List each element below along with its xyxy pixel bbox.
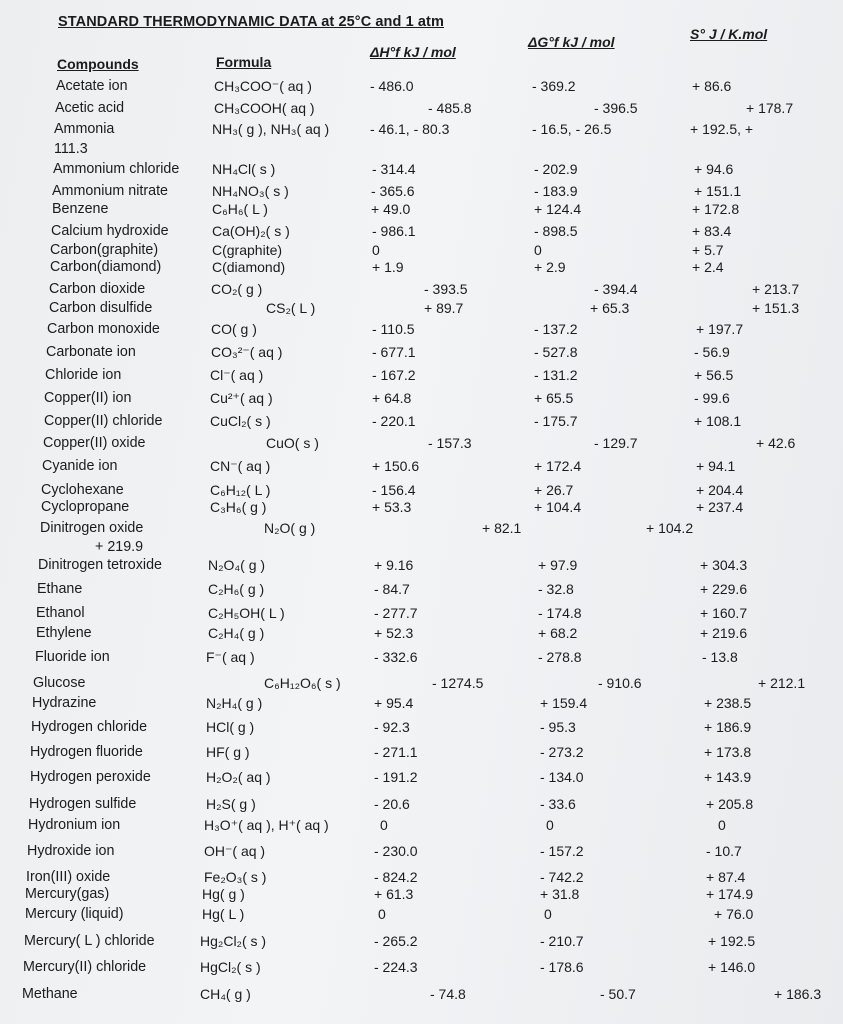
- formula-cell: H₂O₂( aq ): [206, 769, 271, 785]
- formula-cell: CN⁻( aq ): [210, 458, 271, 474]
- entropy-cell: + 192.5: [708, 933, 756, 949]
- table-row: [0, 624, 843, 644]
- entropy-cell: + 197.7: [696, 321, 744, 337]
- header-entropy: S° J / K.mol: [690, 26, 768, 42]
- formula-cell: F⁻( aq ): [206, 649, 255, 665]
- enthalpy-cell: - 677.1: [372, 344, 416, 360]
- compound-cell: Hydrogen peroxide: [30, 769, 151, 785]
- gibbs-cell: - 129.7: [594, 435, 638, 451]
- compound-cell: Copper(II) chloride: [44, 413, 163, 429]
- compound-cell: Carbon dioxide: [49, 281, 146, 297]
- enthalpy-cell: + 82.1: [482, 520, 522, 536]
- table-row: [0, 366, 843, 386]
- gibbs-cell: 0: [534, 242, 542, 258]
- table-row: [0, 280, 843, 300]
- table-row: [0, 457, 843, 477]
- enthalpy-cell: - 314.4: [372, 161, 416, 177]
- entropy-cell: + 108.1: [694, 413, 742, 429]
- gibbs-cell: - 32.8: [538, 581, 574, 597]
- formula-cell: Hg₂Cl₂( s ): [200, 933, 267, 949]
- formula-cell: C₂H₄( g ): [208, 625, 265, 641]
- table-row: [0, 718, 843, 738]
- gibbs-cell: - 16.5, - 26.5: [532, 121, 612, 137]
- enthalpy-cell: - 110.5: [372, 321, 415, 337]
- formula-cell: C₂H₆( g ): [208, 581, 265, 597]
- compound-cell: Carbonate ion: [46, 344, 136, 360]
- table-row: [0, 694, 843, 714]
- gibbs-cell: + 124.4: [534, 201, 582, 217]
- gibbs-cell: + 65.3: [590, 300, 630, 316]
- entropy-cell: - 99.6: [694, 390, 730, 406]
- compound-cell: Cyclohexane: [41, 482, 124, 498]
- enthalpy-cell: - 277.7: [374, 605, 418, 621]
- gibbs-cell: - 396.5: [594, 100, 638, 116]
- gibbs-cell: + 26.7: [534, 482, 574, 498]
- formula-cell: Hg( L ): [202, 906, 245, 922]
- table-row: [0, 412, 843, 432]
- compound-cell: Acetic acid: [55, 100, 125, 116]
- table-row: [0, 538, 843, 558]
- entropy-cell: + 304.3: [700, 557, 748, 573]
- gibbs-cell: 0: [546, 817, 554, 833]
- table-row: [0, 434, 843, 454]
- compound-cell: Iron(III) oxide: [26, 869, 111, 885]
- table-row: [0, 556, 843, 576]
- enthalpy-cell: + 89.7: [424, 300, 464, 316]
- table-row: [0, 299, 843, 319]
- table-row: [0, 222, 843, 242]
- gibbs-cell: - 910.6: [598, 675, 642, 691]
- formula-cell: C₆H₁₂O₆( s ): [264, 675, 341, 691]
- enthalpy-cell: + 61.3: [374, 886, 414, 902]
- entropy-cell: + 172.8: [692, 201, 740, 217]
- enthalpy-cell: - 167.2: [372, 367, 416, 383]
- entropy-cell: + 87.4: [706, 869, 746, 885]
- gibbs-cell: - 50.7: [600, 986, 636, 1002]
- entropy-cell: 0: [718, 817, 726, 833]
- table-row: [0, 580, 843, 600]
- table-row: [0, 674, 843, 694]
- compound-cell: Methane: [22, 986, 78, 1002]
- table-row: [0, 648, 843, 668]
- entropy-cell: + 83.4: [692, 223, 732, 239]
- entropy-cell: + 212.1: [758, 675, 806, 691]
- compound-cell: Hydrazine: [32, 695, 97, 711]
- formula-cell: HCl( g ): [206, 719, 255, 735]
- header-compounds: Compounds: [57, 56, 139, 72]
- gibbs-cell: + 104.4: [534, 499, 582, 515]
- gibbs-cell: + 159.4: [540, 695, 588, 711]
- gibbs-cell: + 172.4: [534, 458, 582, 474]
- entropy-cell: + 178.7: [746, 100, 794, 116]
- entropy-cell: + 143.9: [704, 769, 752, 785]
- page-title: STANDARD THERMODYNAMIC DATA at 25°C and 1 atm: [58, 14, 444, 30]
- table-row: [0, 604, 843, 624]
- table-row: [0, 932, 843, 952]
- enthalpy-cell: - 74.8: [430, 986, 466, 1002]
- gibbs-cell: - 210.7: [540, 933, 584, 949]
- formula-cell: Ca(OH)₂( s ): [212, 223, 290, 239]
- entropy-cell: + 205.8: [706, 796, 754, 812]
- compound-cell: Carbon(diamond): [50, 259, 162, 275]
- compound-cell: Fluoride ion: [35, 649, 110, 665]
- compound-cell: Ammonium nitrate: [52, 183, 169, 199]
- compound-cell: Glucose: [33, 675, 86, 691]
- gibbs-cell: - 178.6: [540, 959, 584, 975]
- table-row: [0, 885, 843, 905]
- compound-cell: Chloride ion: [45, 367, 122, 383]
- enthalpy-cell: 0: [372, 242, 380, 258]
- compound-cell: Carbon disulfide: [49, 300, 153, 316]
- formula-cell: NH₃( g ), NH₃( aq ): [212, 121, 330, 137]
- enthalpy-cell: - 393.5: [424, 281, 468, 297]
- enthalpy-cell: - 332.6: [374, 649, 418, 665]
- enthalpy-cell: - 156.4: [372, 482, 416, 498]
- entropy-cell: + 238.5: [704, 695, 752, 711]
- entropy-cell: + 86.6: [692, 78, 732, 94]
- enthalpy-cell: - 271.1: [374, 744, 418, 760]
- table-row: [0, 519, 843, 539]
- table-row: [0, 816, 843, 836]
- gibbs-cell: + 65.5: [534, 390, 574, 406]
- enthalpy-cell: - 157.3: [428, 435, 472, 451]
- gibbs-cell: - 183.9: [534, 183, 578, 199]
- table-row: [0, 160, 843, 180]
- compound-cell: Cyanide ion: [42, 458, 118, 474]
- entropy-cell: + 192.5, +: [690, 121, 754, 137]
- header-enthalpy: ΔH°f kJ / mol: [370, 44, 456, 60]
- compound-cell: Carbon(graphite): [50, 242, 159, 258]
- enthalpy-cell: - 20.6: [374, 796, 410, 812]
- compound-cell: Hydrogen fluoride: [30, 744, 143, 760]
- enthalpy-cell: + 53.3: [372, 499, 412, 515]
- gibbs-cell: + 68.2: [538, 625, 578, 641]
- enthalpy-cell: - 824.2: [374, 869, 418, 885]
- entropy-cell: + 186.3: [774, 986, 822, 1002]
- formula-cell: Cu²⁺( aq ): [210, 390, 273, 406]
- formula-cell: NH₄Cl( s ): [212, 161, 276, 177]
- entropy-cell: + 146.0: [708, 959, 756, 975]
- enthalpy-cell: - 220.1: [372, 413, 416, 429]
- enthalpy-cell: - 986.1: [372, 223, 416, 239]
- enthalpy-cell: - 230.0: [374, 843, 418, 859]
- enthalpy-cell: + 52.3: [374, 625, 414, 641]
- table-row: [0, 795, 843, 815]
- gibbs-cell: - 527.8: [534, 344, 578, 360]
- entropy-cell: + 151.1: [694, 183, 742, 199]
- compound-cell: Hydrogen sulfide: [29, 796, 137, 812]
- table-row: [0, 258, 843, 278]
- formula-cell: HgCl₂( s ): [200, 959, 261, 975]
- table-row: [0, 182, 843, 202]
- compound-cell: Benzene: [52, 201, 109, 217]
- formula-cell: CuO( s ): [266, 435, 319, 451]
- gibbs-cell: 0: [544, 906, 552, 922]
- formula-cell: C₆H₁₂( L ): [210, 482, 271, 498]
- compound-cell: Ethanol: [36, 605, 85, 621]
- table-row: [0, 320, 843, 340]
- formula-cell: C(graphite): [212, 242, 283, 258]
- compound-cell: Ethylene: [36, 625, 92, 641]
- compound-cell: Ammonia: [54, 121, 115, 137]
- gibbs-cell: - 174.8: [538, 605, 582, 621]
- gibbs-cell: + 2.9: [534, 259, 566, 275]
- compound-cell: Mercury(II) chloride: [23, 959, 147, 975]
- table-row: [0, 99, 843, 119]
- enthalpy-cell: - 46.1, - 80.3: [370, 121, 450, 137]
- enthalpy-cell: - 485.8: [428, 100, 472, 116]
- table-row: [0, 200, 843, 220]
- gibbs-cell: - 369.2: [532, 78, 576, 94]
- enthalpy-cell: 0: [378, 906, 386, 922]
- formula-cell: N₂O₄( g ): [208, 557, 266, 573]
- gibbs-cell: - 95.3: [540, 719, 576, 735]
- table-row: [0, 140, 843, 160]
- enthalpy-cell: - 224.3: [374, 959, 418, 975]
- table-row: [0, 985, 843, 1005]
- formula-cell: CH₄( g ): [200, 986, 251, 1002]
- compound-cell: 111.3: [54, 141, 88, 157]
- compound-cell: Carbon monoxide: [47, 321, 160, 337]
- compound-cell: Cyclopropane: [41, 499, 130, 515]
- compound-cell: Mercury(gas): [25, 886, 110, 902]
- formula-cell: H₃O⁺( aq ), H⁺( aq ): [204, 817, 329, 833]
- compound-cell: Mercury (liquid): [25, 906, 124, 922]
- entropy-cell: - 10.7: [706, 843, 742, 859]
- header-formula: Formula: [216, 54, 272, 70]
- compound-cell: + 219.9: [95, 539, 144, 555]
- enthalpy-cell: - 84.7: [374, 581, 410, 597]
- gibbs-cell: - 278.8: [538, 649, 582, 665]
- gibbs-cell: - 273.2: [540, 744, 584, 760]
- gibbs-cell: - 175.7: [534, 413, 578, 429]
- entropy-cell: + 94.1: [696, 458, 736, 474]
- entropy-cell: + 2.4: [692, 259, 724, 275]
- compound-cell: Ethane: [37, 581, 83, 597]
- compound-cell: Dinitrogen tetroxide: [38, 557, 162, 573]
- formula-cell: OH⁻( aq ): [204, 843, 266, 859]
- formula-cell: CO₂( g ): [211, 281, 263, 297]
- gibbs-cell: - 137.2: [534, 321, 578, 337]
- formula-cell: C₃H₆( g ): [210, 499, 267, 515]
- entropy-cell: + 219.6: [700, 625, 748, 641]
- compound-cell: Dinitrogen oxide: [40, 520, 144, 536]
- formula-cell: Cl⁻( aq ): [210, 367, 264, 383]
- enthalpy-cell: - 191.2: [374, 769, 418, 785]
- gibbs-cell: + 104.2: [646, 520, 694, 536]
- table-row: [0, 768, 843, 788]
- formula-cell: CS₂( L ): [266, 300, 316, 316]
- enthalpy-cell: - 365.6: [371, 183, 415, 199]
- entropy-cell: + 151.3: [752, 300, 800, 316]
- formula-cell: HF( g ): [206, 744, 250, 760]
- header-gibbs: ΔG°f kJ / mol: [528, 34, 615, 50]
- table-row: [0, 343, 843, 363]
- gibbs-cell: - 134.0: [540, 769, 584, 785]
- table-row: [0, 120, 843, 140]
- enthalpy-cell: - 1274.5: [432, 675, 484, 691]
- table-row: [0, 498, 843, 518]
- entropy-cell: + 173.8: [704, 744, 752, 760]
- gibbs-cell: - 898.5: [534, 223, 578, 239]
- formula-cell: CO( g ): [211, 321, 257, 337]
- compound-cell: Copper(II) oxide: [43, 435, 146, 451]
- enthalpy-cell: - 486.0: [370, 78, 414, 94]
- entropy-cell: + 5.7: [692, 242, 724, 258]
- formula-cell: Fe₂O₃( s ): [204, 869, 267, 885]
- compound-cell: Acetate ion: [56, 78, 128, 94]
- entropy-cell: + 213.7: [752, 281, 800, 297]
- table-row: [0, 958, 843, 978]
- compound-cell: Mercury( L ) chloride: [24, 933, 155, 949]
- entropy-cell: + 160.7: [700, 605, 748, 621]
- table-row: [0, 905, 843, 925]
- table-row: [0, 389, 843, 409]
- gibbs-cell: - 33.6: [540, 796, 576, 812]
- gibbs-cell: - 202.9: [534, 161, 578, 177]
- table-row: [0, 743, 843, 763]
- gibbs-cell: - 742.2: [540, 869, 584, 885]
- formula-cell: C₂H₅OH( L ): [208, 605, 285, 621]
- entropy-cell: + 204.4: [696, 482, 744, 498]
- formula-cell: H₂S( g ): [206, 796, 256, 812]
- enthalpy-cell: + 1.9: [372, 259, 404, 275]
- compound-cell: Ammonium chloride: [53, 161, 180, 177]
- entropy-cell: - 56.9: [694, 344, 730, 360]
- enthalpy-cell: + 64.8: [372, 390, 412, 406]
- gibbs-cell: + 97.9: [538, 557, 578, 573]
- formula-cell: Hg( g ): [202, 886, 245, 902]
- enthalpy-cell: + 49.0: [371, 201, 411, 217]
- gibbs-cell: - 394.4: [594, 281, 638, 297]
- gibbs-cell: + 31.8: [540, 886, 580, 902]
- enthalpy-cell: - 265.2: [374, 933, 418, 949]
- compound-cell: Hydrogen chloride: [31, 719, 148, 735]
- gibbs-cell: - 131.2: [534, 367, 578, 383]
- entropy-cell: - 13.8: [702, 649, 738, 665]
- entropy-cell: + 186.9: [704, 719, 752, 735]
- formula-cell: C₆H₆( L ): [212, 201, 268, 217]
- enthalpy-cell: + 95.4: [374, 695, 414, 711]
- table-row: [0, 842, 843, 862]
- entropy-cell: + 56.5: [694, 367, 734, 383]
- table-row: [0, 77, 843, 97]
- gibbs-cell: - 157.2: [540, 843, 584, 859]
- enthalpy-cell: + 150.6: [372, 458, 420, 474]
- entropy-cell: + 94.6: [694, 161, 734, 177]
- formula-cell: NH₄NO₃( s ): [212, 183, 289, 199]
- entropy-cell: + 76.0: [714, 906, 754, 922]
- entropy-cell: + 237.4: [696, 499, 744, 515]
- formula-cell: N₂H₄( g ): [206, 695, 263, 711]
- formula-cell: CuCl₂( s ): [210, 413, 271, 429]
- entropy-cell: + 42.6: [756, 435, 796, 451]
- enthalpy-cell: - 92.3: [374, 719, 410, 735]
- compound-cell: Hydronium ion: [28, 817, 121, 833]
- formula-cell: C(diamond): [212, 259, 286, 275]
- enthalpy-cell: 0: [380, 817, 388, 833]
- compound-cell: Hydroxide ion: [27, 843, 115, 859]
- enthalpy-cell: + 9.16: [374, 557, 414, 573]
- compound-cell: Copper(II) ion: [44, 390, 132, 406]
- compound-cell: Calcium hydroxide: [51, 223, 169, 239]
- formula-cell: CH₃COOH( aq ): [214, 100, 315, 116]
- formula-cell: CO₃²⁻( aq ): [211, 344, 283, 360]
- formula-cell: N₂O( g ): [264, 520, 316, 536]
- entropy-cell: + 174.9: [706, 886, 754, 902]
- entropy-cell: + 229.6: [700, 581, 748, 597]
- formula-cell: CH₃COO⁻( aq ): [214, 78, 312, 94]
